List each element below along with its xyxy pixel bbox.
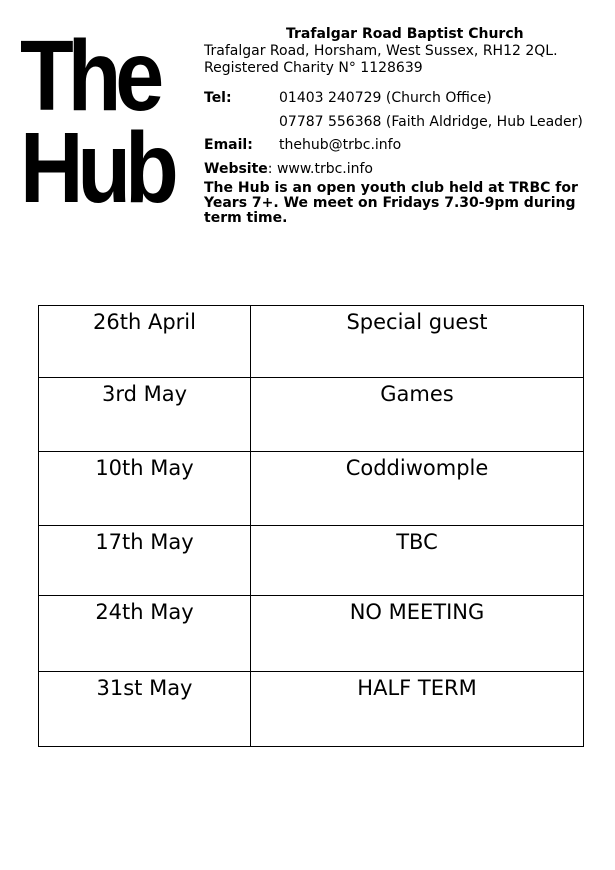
schedule-date: 31st May (39, 672, 251, 747)
schedule-row (39, 596, 584, 672)
tel-church-office: 01403 240729 (Church Office) (279, 90, 492, 106)
schedule-event: Games (251, 378, 584, 452)
contact-block (204, 90, 604, 226)
church-address: Trafalgar Road, Horsham, West Sussex, RH12 2QL. (204, 43, 558, 59)
hub-description: The Hub is an open youth club held at TRBC for Years 7+. We meet on Fridays 7.30-9pm during term time. (204, 179, 578, 226)
schedule-date: 17th May (39, 526, 251, 596)
schedule-body (39, 306, 584, 747)
schedule-event: Special guest (251, 306, 584, 378)
tel-row-2 (204, 114, 604, 138)
schedule-date: 26th April (39, 306, 251, 378)
schedule-event: NO MEETING (251, 596, 584, 672)
schedule-table (38, 305, 584, 747)
schedule-row (39, 526, 584, 596)
website-row (204, 161, 604, 180)
schedule-event: HALF TERM (251, 672, 584, 747)
email-row (204, 137, 604, 161)
schedule-date: 24th May (39, 596, 251, 672)
website-address: : www.trbc.info (267, 160, 373, 177)
the-hub-logo (20, 20, 198, 224)
schedule-event: Coddiwomple (251, 452, 584, 526)
schedule-date: 10th May (39, 452, 251, 526)
logo-word-hub: Hub (20, 112, 173, 224)
logo-word-the: The (20, 20, 158, 132)
schedule-row (39, 306, 584, 378)
schedule-date: 3rd May (39, 378, 251, 452)
schedule-row (39, 452, 584, 526)
email-address: thehub@trbc.info (279, 137, 402, 153)
charity-number: Registered Charity N° 1128639 (204, 60, 423, 76)
tel-label: Tel: (204, 90, 232, 106)
email-label: Email: (204, 137, 253, 153)
schedule-event: TBC (251, 526, 584, 596)
schedule-row (39, 672, 584, 747)
tel-hub-leader: 07787 556368 (Faith Aldridge, Hub Leader) (279, 113, 583, 130)
tel-row (204, 90, 604, 114)
header-info (204, 26, 604, 226)
website-label: Website (204, 160, 268, 177)
church-name: Trafalgar Road Baptist Church (286, 26, 524, 42)
schedule-row (39, 378, 584, 452)
